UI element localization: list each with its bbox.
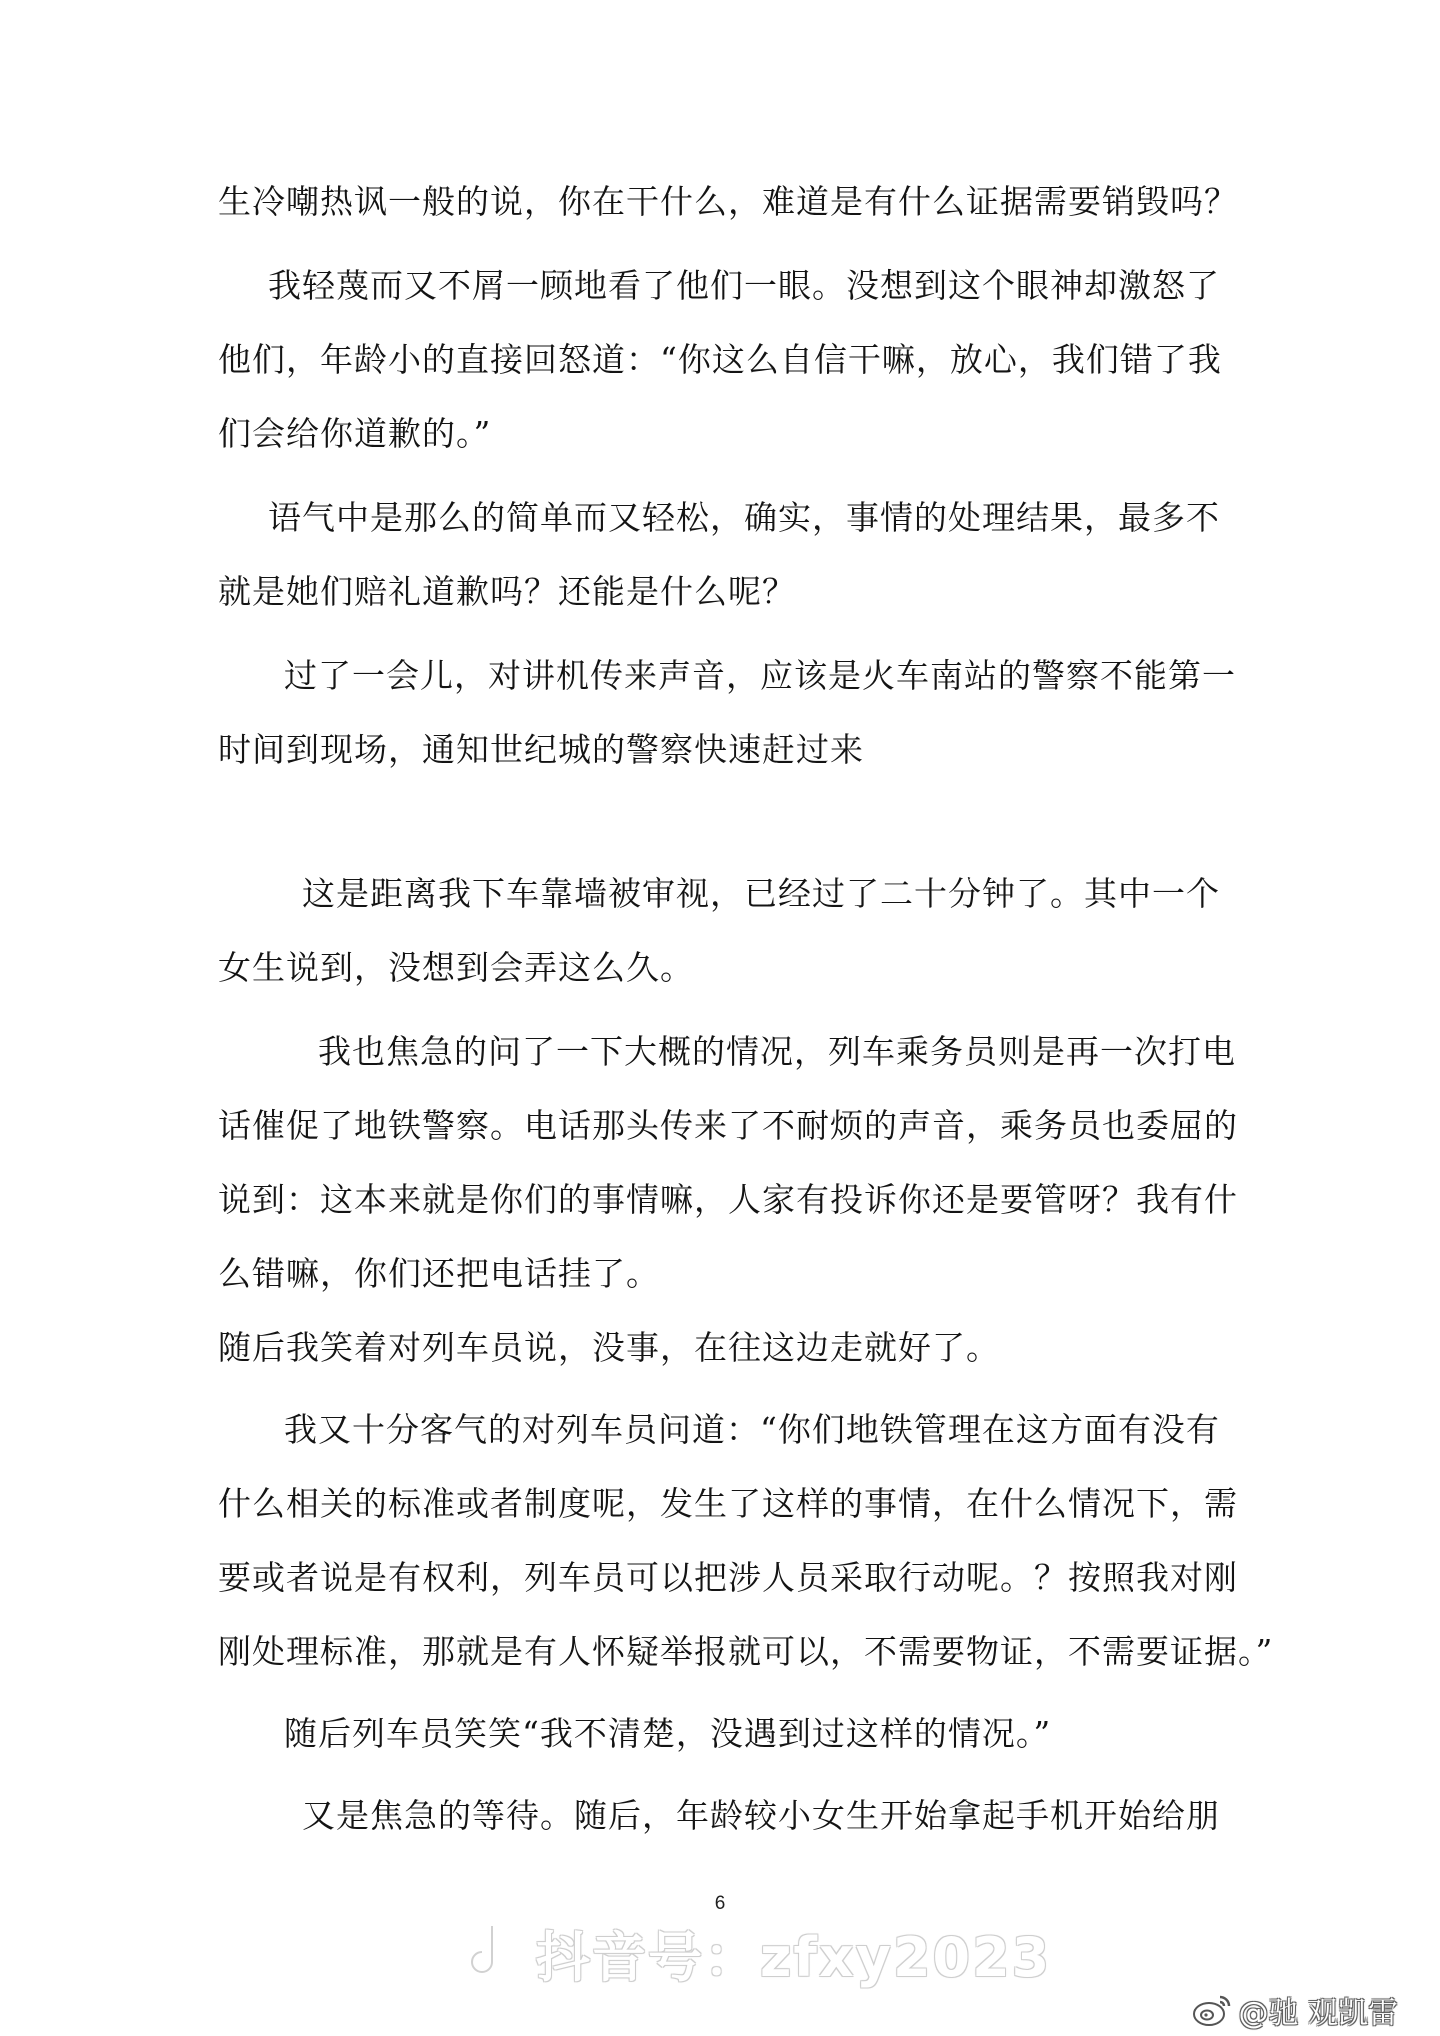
text-line: 我又十分客气的对列车员问道：“你们地铁管理在这方面有没有 (284, 1410, 1220, 1449)
text-line: 生冷嘲热讽一般的说，你在干什么，难道是有什么证据需要销毁吗？ (218, 182, 1238, 221)
douyin-id-text: 抖音号：zfxy2023 (536, 1925, 1052, 1989)
weibo-account-text: @驰 观凯雷 (1238, 1996, 1398, 2031)
text-line: 又是焦急的等待。随后，年龄较小女生开始拿起手机开始给朋 (302, 1796, 1220, 1835)
text-line: 刚处理标准，那就是有人怀疑举报就可以，不需要物证，不需要证据。” (218, 1632, 1274, 1671)
text-line: 随后列车员笑笑“我不清楚，没遇到过这样的情况。” (284, 1714, 1052, 1753)
text-line: 什么相关的标准或者制度呢，发生了这样的事情，在什么情况下，需 (218, 1484, 1238, 1523)
tiktok-icon (462, 1922, 516, 1984)
text-line: 女生说到，没想到会弄这么久。 (218, 948, 694, 987)
text-line: 随后我笑着对列车员说，没事，在往这边走就好了。 (218, 1328, 1000, 1367)
text-line: 们会给你道歉的。” (218, 414, 492, 453)
text-line: 我也焦急的问了一下大概的情况，列车乘务员则是再一次打电 (318, 1032, 1236, 1071)
text-line: 话催促了地铁警察。电话那头传来了不耐烦的声音，乘务员也委屈的 (218, 1106, 1238, 1145)
douyin-watermark (462, 1918, 1051, 1988)
text-line: 我轻蔑而又不屑一顾地看了他们一眼。没想到这个眼神却激怒了 (268, 266, 1220, 305)
text-line: 他们，年龄小的直接回怒道：“你这么自信干嘛，放心，我们错了我 (218, 340, 1222, 379)
weibo-icon (1192, 1993, 1232, 2027)
text-line: 这是距离我下车靠墙被审视，已经过了二十分钟了。其中一个 (302, 874, 1220, 913)
text-line: 要或者说是有权利，列车员可以把涉人员采取行动呢。？按照我对刚 (218, 1558, 1238, 1597)
page-number: 6 (714, 1893, 726, 1914)
text-line: 时间到现场，通知世纪城的警察快速赶过来 (218, 730, 864, 769)
text-line: 说到：这本来就是你们的事情嘛，人家有投诉你还是要管呀？我有什 (218, 1180, 1238, 1219)
weibo-watermark (1192, 1988, 1398, 2032)
text-line: 么错嘛，你们还把电话挂了。 (218, 1254, 660, 1293)
text-line: 就是她们赔礼道歉吗？还能是什么呢？ (218, 572, 796, 611)
text-line: 语气中是那么的简单而又轻松，确实，事情的处理结果，最多不 (268, 498, 1220, 537)
text-line: 过了一会儿，对讲机传来声音，应该是火车南站的警察不能第一 (284, 656, 1236, 695)
